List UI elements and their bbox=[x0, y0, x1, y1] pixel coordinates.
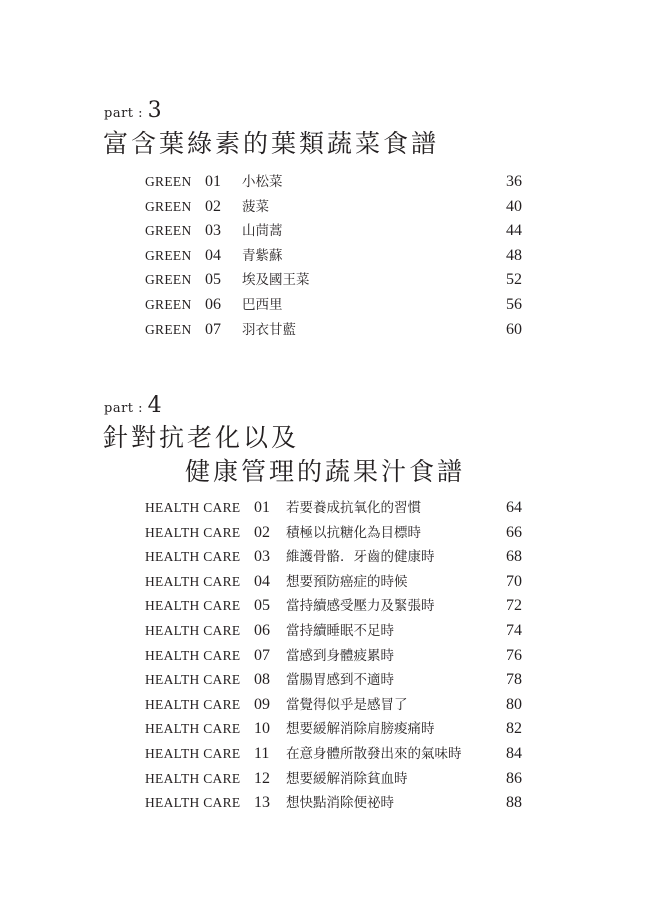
entry-number: 11 bbox=[254, 744, 270, 762]
entry-number: 02 bbox=[254, 523, 270, 541]
entry-category: GREEN bbox=[145, 321, 192, 337]
entry-title: 想快點消除便祕時 bbox=[286, 795, 394, 812]
toc-entry[interactable] bbox=[145, 293, 522, 318]
entry-title: 積極以抗糖化為目標時 bbox=[286, 524, 421, 541]
entry-number: 03 bbox=[254, 548, 270, 566]
entry-number: 08 bbox=[254, 671, 270, 689]
entry-page: 36 bbox=[506, 173, 522, 190]
entry-category: HEALTH CARE bbox=[145, 672, 241, 688]
entry-category: GREEN bbox=[145, 272, 192, 288]
entry-number: 01 bbox=[205, 173, 221, 190]
entry-page: 56 bbox=[506, 295, 522, 313]
entry-title: 青紫蘇 bbox=[242, 247, 283, 264]
toc-entry[interactable] bbox=[145, 496, 522, 521]
entry-category: HEALTH CARE bbox=[145, 573, 241, 589]
entry-number: 05 bbox=[205, 271, 221, 289]
entry-page: 86 bbox=[506, 769, 522, 787]
entry-page: 66 bbox=[506, 523, 522, 541]
entry-page: 88 bbox=[506, 794, 522, 812]
entry-title: 山茼蒿 bbox=[242, 223, 283, 240]
entry-number: 06 bbox=[254, 621, 270, 639]
toc-entry[interactable] bbox=[145, 244, 522, 269]
entry-number: 07 bbox=[205, 320, 221, 338]
part4-toc bbox=[145, 496, 522, 816]
entry-number: 03 bbox=[205, 222, 221, 240]
entry-category: HEALTH CARE bbox=[145, 745, 241, 761]
entry-title: 當覺得似乎是感冒了 bbox=[286, 696, 408, 713]
entry-number: 13 bbox=[254, 794, 270, 812]
entry-category: GREEN bbox=[145, 198, 192, 214]
entry-number: 07 bbox=[254, 646, 270, 664]
toc-entry[interactable] bbox=[145, 570, 522, 595]
entry-page: 82 bbox=[506, 720, 522, 738]
part4-title-line2: 健康管理的蔬果汁食譜 bbox=[185, 457, 466, 486]
entry-title: 若要養成抗氧化的習慣 bbox=[286, 500, 421, 516]
part4-number: 4 bbox=[147, 393, 163, 418]
entry-category: HEALTH CARE bbox=[145, 598, 241, 614]
entry-page: 80 bbox=[506, 695, 522, 713]
entry-title: 當持續感受壓力及緊張時 bbox=[286, 598, 435, 615]
part3-toc bbox=[145, 170, 522, 342]
entry-number: 04 bbox=[205, 246, 221, 264]
toc-entry[interactable] bbox=[145, 545, 522, 570]
toc-entry[interactable] bbox=[145, 170, 522, 195]
entry-title: 埃及國王菜 bbox=[242, 272, 310, 289]
part4-label: part : 4 bbox=[104, 393, 163, 418]
entry-category: HEALTH CARE bbox=[145, 795, 241, 811]
entry-title: 小松菜 bbox=[242, 174, 283, 190]
entry-page: 68 bbox=[506, 548, 522, 566]
entry-page: 78 bbox=[506, 671, 522, 689]
entry-page: 76 bbox=[506, 646, 522, 664]
part3-number: 3 bbox=[147, 98, 163, 123]
entry-page: 70 bbox=[506, 572, 522, 590]
entry-number: 06 bbox=[205, 295, 221, 313]
entry-page: 40 bbox=[506, 197, 522, 215]
toc-entry[interactable] bbox=[145, 318, 522, 343]
entry-title: 菠菜 bbox=[242, 198, 269, 215]
toc-entry[interactable] bbox=[145, 619, 522, 644]
part4-title-line1: 針對抗老化以及 bbox=[103, 423, 300, 452]
entry-category: HEALTH CARE bbox=[145, 500, 241, 515]
entry-page: 84 bbox=[506, 744, 522, 762]
entry-number: 12 bbox=[254, 769, 270, 787]
entry-page: 48 bbox=[506, 246, 522, 264]
toc-entry[interactable] bbox=[145, 644, 522, 669]
entry-category: HEALTH CARE bbox=[145, 721, 241, 737]
entry-title: 巴西里 bbox=[242, 296, 283, 313]
part3-title: 富含葉綠素的葉類蔬菜食譜 bbox=[103, 129, 440, 158]
entry-number: 05 bbox=[254, 597, 270, 615]
entry-category: HEALTH CARE bbox=[145, 622, 241, 638]
entry-category: HEALTH CARE bbox=[145, 549, 241, 565]
part3-label: part : 3 bbox=[104, 98, 163, 123]
entry-title: 維護骨骼．牙齒的健康時 bbox=[286, 549, 435, 566]
entry-title: 在意身體所散發出來的氣味時 bbox=[286, 745, 462, 762]
entry-category: HEALTH CARE bbox=[145, 524, 241, 540]
entry-title: 羽衣甘藍 bbox=[242, 321, 296, 338]
toc-entry[interactable] bbox=[145, 195, 522, 220]
entry-page: 64 bbox=[506, 499, 522, 516]
toc-entry[interactable] bbox=[145, 668, 522, 693]
toc-entry[interactable] bbox=[145, 767, 522, 792]
entry-category: HEALTH CARE bbox=[145, 647, 241, 663]
entry-category: GREEN bbox=[145, 223, 192, 239]
entry-category: GREEN bbox=[145, 296, 192, 312]
toc-entry[interactable] bbox=[145, 219, 522, 244]
entry-number: 10 bbox=[254, 720, 270, 738]
entry-page: 44 bbox=[506, 222, 522, 240]
entry-category: GREEN bbox=[145, 174, 192, 189]
toc-entry[interactable] bbox=[145, 742, 522, 767]
toc-entry[interactable] bbox=[145, 594, 522, 619]
toc-entry[interactable] bbox=[145, 693, 522, 718]
entry-title: 當持續睡眠不足時 bbox=[286, 622, 394, 639]
entry-title: 想要預防癌症的時候 bbox=[286, 573, 408, 590]
entry-page: 74 bbox=[506, 621, 522, 639]
toc-entry[interactable] bbox=[145, 791, 522, 816]
entry-title: 當感到身體疲累時 bbox=[286, 647, 394, 664]
toc-entry[interactable] bbox=[145, 717, 522, 742]
toc-entry[interactable] bbox=[145, 268, 522, 293]
entry-number: 02 bbox=[205, 197, 221, 215]
entry-page: 60 bbox=[506, 320, 522, 338]
toc-entry[interactable] bbox=[145, 521, 522, 546]
entry-number: 09 bbox=[254, 695, 270, 713]
entry-number: 01 bbox=[254, 499, 270, 516]
entry-title: 想要緩解消除貧血時 bbox=[286, 770, 408, 787]
entry-title: 當腸胃感到不適時 bbox=[286, 672, 394, 689]
entry-title: 想要緩解消除肩膀痠痛時 bbox=[286, 721, 435, 738]
entry-page: 52 bbox=[506, 271, 522, 289]
entry-category: GREEN bbox=[145, 247, 192, 263]
entry-category: HEALTH CARE bbox=[145, 770, 241, 786]
entry-category: HEALTH CARE bbox=[145, 696, 241, 712]
entry-number: 04 bbox=[254, 572, 270, 590]
entry-page: 72 bbox=[506, 597, 522, 615]
